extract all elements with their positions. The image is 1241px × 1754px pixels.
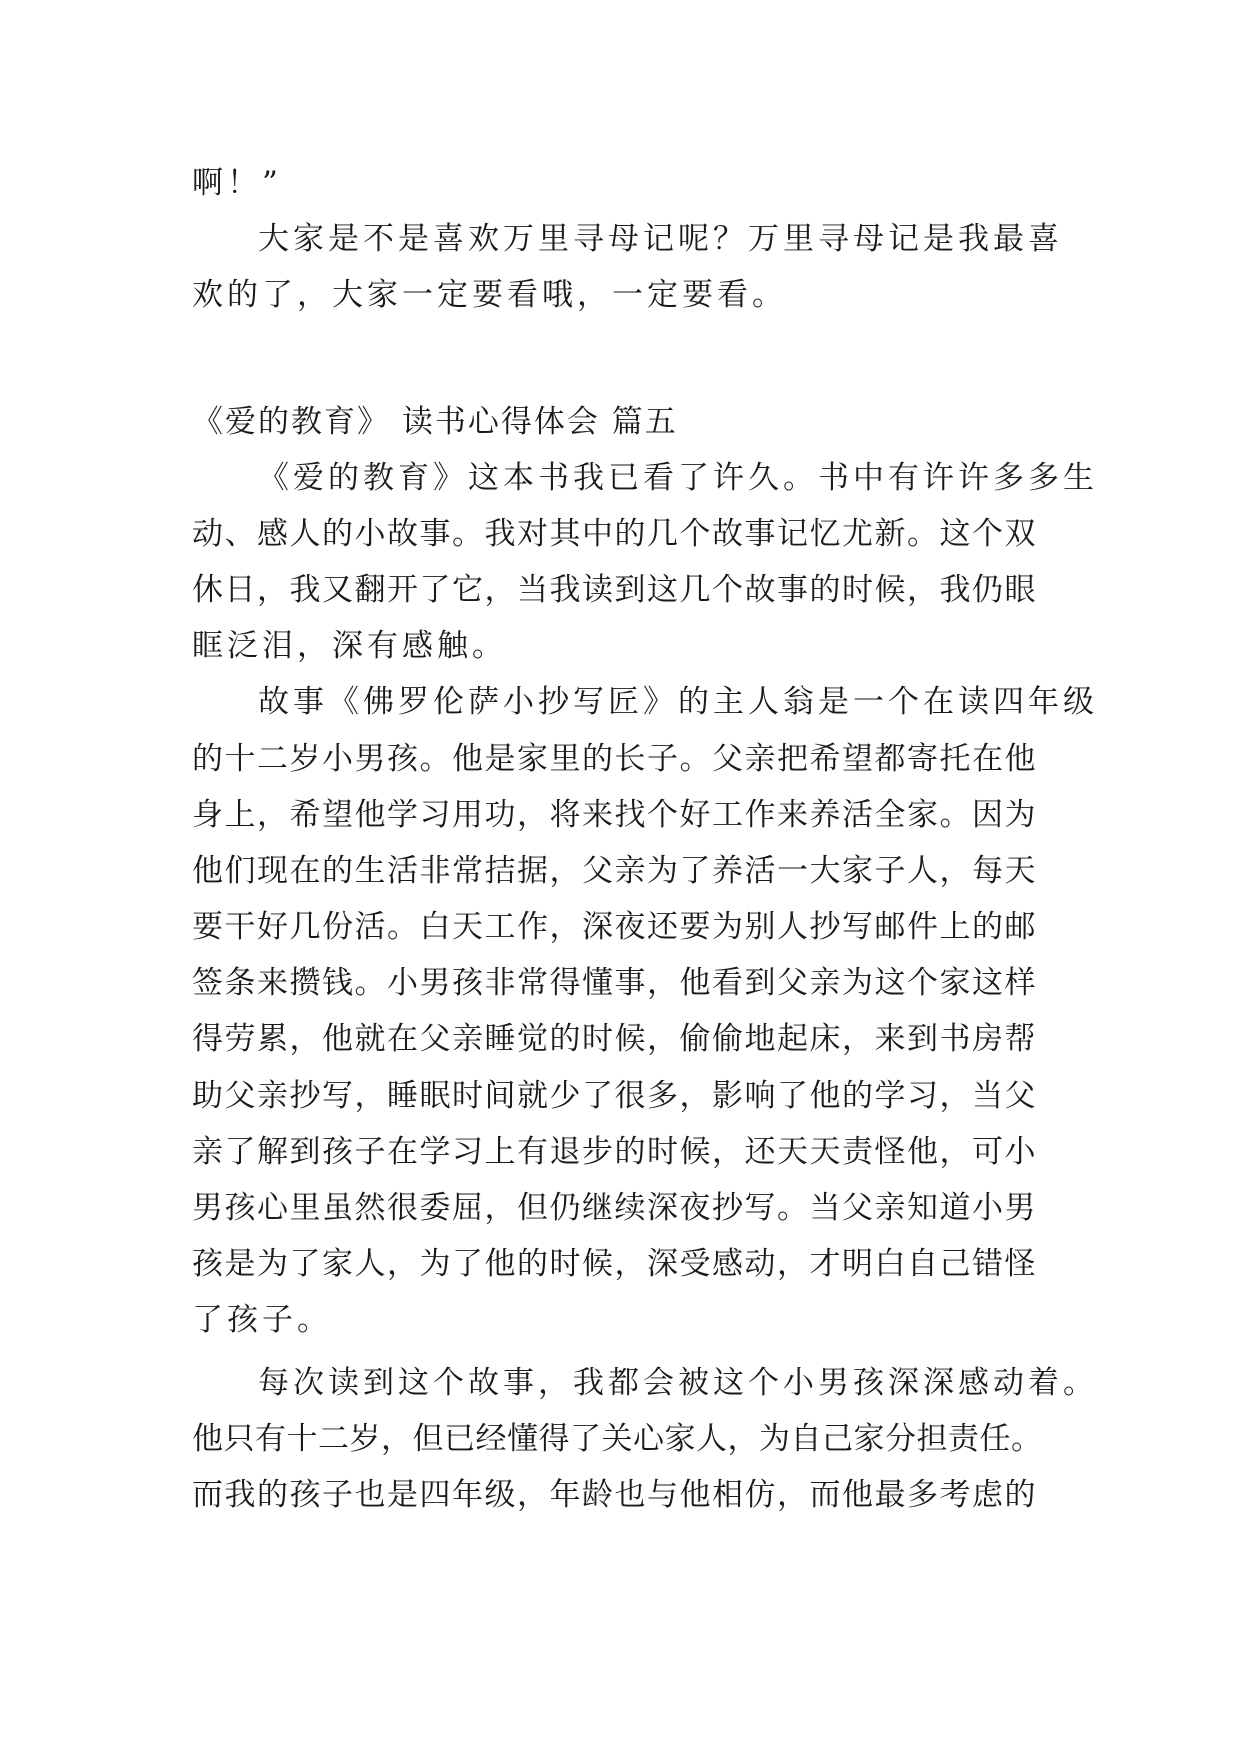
text-line: 男孩心里虽然很委屈，但仍继续深夜抄写。当父亲知道小男 [192, 1190, 1037, 1226]
document-body [192, 155, 1098, 1523]
text-line: 啊！” [192, 165, 282, 201]
text-line: 欢的了，大家一定要看哦，一定要看。 [192, 277, 787, 314]
text-line: 得劳累，他就在父亲睡觉的时候，偷偷地起床，来到书房帮 [192, 1021, 1037, 1058]
text-line: 休日，我又翻开了它，当我读到这几个故事的时候，我仍眼 [192, 571, 1037, 608]
text-line: 的十二岁小男孩。他是家里的长子。父亲把希望都寄托在他 [192, 740, 1037, 777]
text-line: 了孩子。 [192, 1302, 332, 1339]
text-line: 签条来攒钱。小男孩非常得懂事，他看到父亲为这个家这样 [192, 965, 1037, 1002]
text-line: 他只有十二岁，但已经懂得了关心家人，为自己家分担责任。 [192, 1420, 1043, 1457]
section-heading: 《爱的教育》 读书心得体会 篇五 [192, 403, 678, 440]
text-line: 要干好几份活。白天工作，深夜还要为别人抄写邮件上的邮 [192, 909, 1037, 946]
text-line: 他们现在的生活非常拮据，父亲为了养活一大家子人，每天 [192, 852, 1037, 889]
text-line: 身上，希望他学习用功，将来找个好工作来养活全家。因为 [192, 796, 1037, 833]
paragraph-start: 大家是不是喜欢万里寻母记呢？万里寻母记是我最喜 [258, 221, 1063, 258]
paragraph-start: 故事《佛罗伦萨小抄写匠》的主人翁是一个在读四年级 [258, 684, 1098, 721]
text-line: 动、感人的小故事。我对其中的几个故事记忆尤新。这个双 [192, 515, 1037, 552]
paragraph-start: 每次读到这个故事，我都会被这个小男孩深深感动着。 [258, 1364, 1098, 1401]
text-line: 助父亲抄写，睡眠时间就少了很多，影响了他的学习，当父 [192, 1077, 1037, 1114]
text-line: 孩是为了家人，为了他的时候，深受感动，才明白自己错怪 [192, 1246, 1037, 1283]
paragraph-start: 《爱的教育》这本书我已看了许久。书中有许许多多生 [258, 459, 1098, 496]
section-gap [192, 324, 1052, 394]
text-line: 眶泛泪，深有感触。 [192, 628, 507, 665]
text-line: 而我的孩子也是四年级，年龄也与他相仿，而他最多考虑的 [192, 1476, 1037, 1513]
text-line: 亲了解到孩子在学习上有退步的时候，还天天责怪他，可小 [192, 1133, 1037, 1170]
